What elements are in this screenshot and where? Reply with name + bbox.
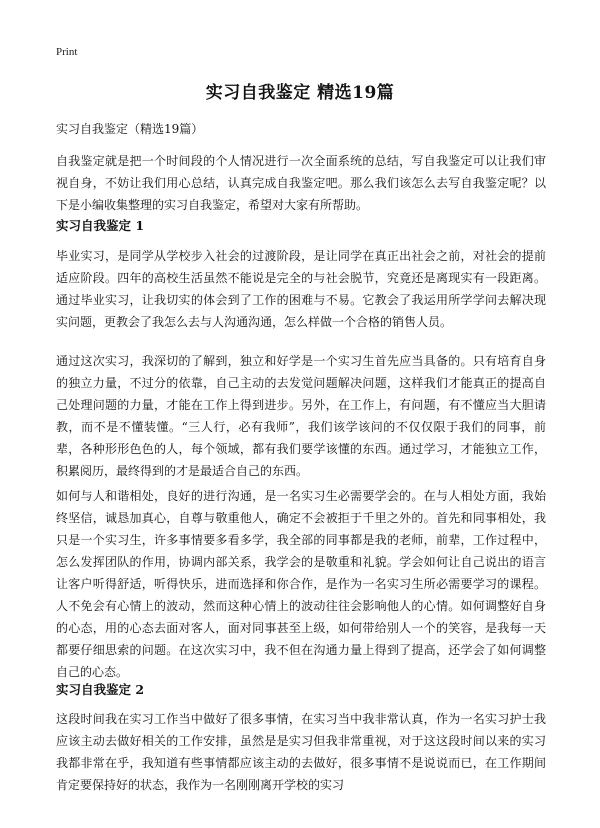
document-subtitle: 实习自我鉴定（精选19篇） bbox=[56, 122, 204, 136]
section2-paragraph-1: 这段时间我在实习工作当中做好了很多事情，在实习当中我非常认真，作为一名实习护士我应该主动去做好相关的工作安排，虽然是是实习但我非常重视，对于这这段时间以来的实习我都非常在乎，我知道有些事情都应该主动的去做好，很多事情不是说说而已，在工作期间肯定要保持好的状态，我作为一名刚刚离开学校的实习 bbox=[56, 712, 546, 792]
intro-paragraph: 自我鉴定就是把一个时间段的个人情况进行一次全面系统的总结，写自我鉴定可以让我们审视自身，不妨让我们用心总结，认真完成自我鉴定吧。那么我们该怎么去写自我鉴定呢？以下是小编收集整理的实习自我鉴定，希望对大家有所帮助。 bbox=[56, 154, 546, 212]
section-heading-1: 实习自我鉴定 1 bbox=[56, 218, 145, 233]
section1-paragraph-3: 如何与人和谐相处，良好的进行沟通，是一名实习生必需要学会的。在与人相处方面，我始终坚信，诚恳加真心，自尊与敬重他人，确定不会被拒于千里之外的。首先和同事相处，我只是一个实习生，许多事情要多看多学，我全部的同事都是我的老师，前辈，工作过程中，怎么发挥团队的作用，协调内部关系，我学会的是敬重和礼貌。学会如何让自己说出的语言让客户听得舒适，听得快乐，进而选择和你合作，是作为一名实习生所必需要学习的课程。人不免会有心情上的波动，然而这种心情上的波动往往会影响他人的心情。如何调整好自身的心态，用的心态去面对客人，面对同事甚至上级，如何带给别人一个的笑容，是我每一天都要仔细思索的问题。在这次实习中，我不但在沟通力量上得到了提高，还学会了如何调整自己的心态。 bbox=[56, 489, 546, 679]
section-heading-2: 实习自我鉴定 2 bbox=[56, 682, 145, 697]
section1-paragraph-2: 通过这次实习，我深切的了解到，独立和好学是一个实习生首先应当具备的。只有培育自身的独立力量，不过分的依靠，自己主动的去发觉问题解决问题，这样我们才能真正的提高自己处理问题的力量，才能在工作上得到进步。另外，在工作上，有问题，有不懂应当大胆请教，而不是不懂装懂。“三人行，必有我师”，我们该学该问的不仅仅限于我们的同事，前辈，各种形形色色的人，每个领域，都有我们要学该懂的东西。通过学习，才能独立工作，积累阅历，最终得到的才是最适合自己的东西。 bbox=[56, 354, 546, 478]
section1-paragraph-1: 毕业实习，是同学从学校步入社会的过渡阶段，是让同学在真正出社会之前，对社会的提前适应阶段。四年的高校生活虽然不能说是完全的与社会脱节，究竟还是离现实有一段距离。通过毕业实习，让我切实的体会到了工作的困难与不易。它教会了我运用所学学问去解决现实问题，更教会了我怎么去与人沟通沟通，怎么样做一个合格的销售人员。 bbox=[56, 249, 546, 329]
print-label[interactable]: Print bbox=[56, 46, 78, 58]
page-title: 实习自我鉴定 精选19篇 bbox=[205, 83, 395, 103]
